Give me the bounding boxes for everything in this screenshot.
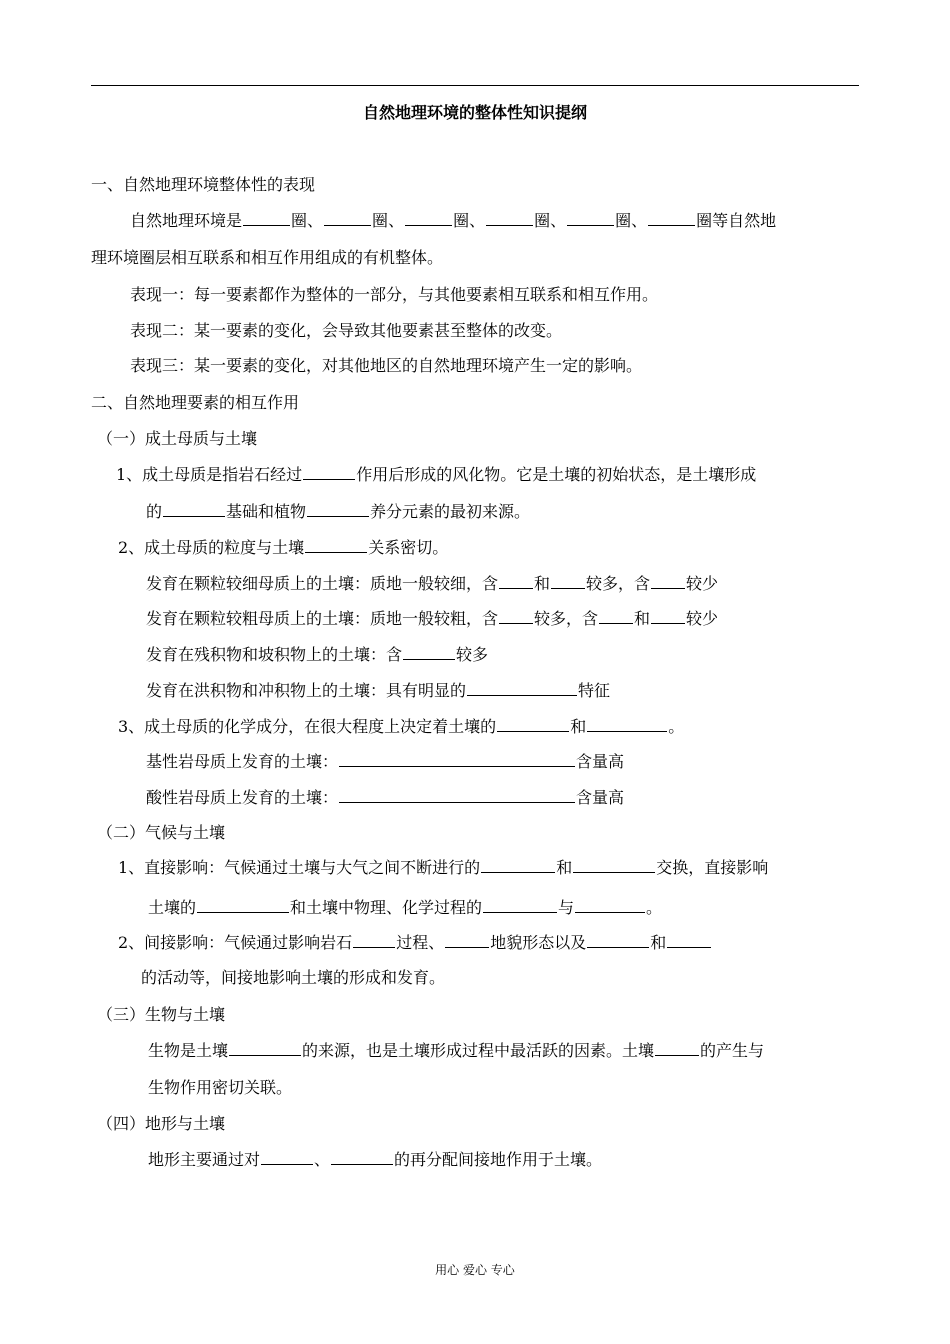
biology-line-1: 生物是土壤 的来源，也是土壤形成过程中最活跃的因素。土壤 的产生与 — [148, 1041, 765, 1060]
blank-coarse-1 — [499, 609, 533, 624]
blank-organic-matter — [229, 1041, 301, 1056]
subsection-2-heading: （二）气候与土壤 — [97, 823, 226, 842]
grain-size-line: 2、成土母质的粒度与土壤 关系密切。 — [118, 538, 449, 557]
alluvial-line: 发育在洪积物和冲积物上的土壤：具有明显的 特征 — [146, 681, 611, 700]
blank-alluvial — [467, 681, 577, 696]
blank-mineral-nutrient — [307, 502, 369, 517]
blank-coarse-3 — [651, 609, 685, 624]
blank-direction — [575, 898, 645, 913]
blank-intensity — [483, 898, 557, 913]
blank-material-base — [163, 502, 225, 517]
blank-sphere-4 — [486, 211, 533, 226]
blank-chem-1 — [497, 717, 569, 732]
blank-sphere-6 — [648, 211, 695, 226]
blank-sphere-2 — [324, 211, 371, 226]
blank-hydrothermal — [197, 898, 289, 913]
manifestation-2: 表现二：某一要素的变化，会导致其他要素甚至整体的改变。 — [130, 321, 563, 340]
page-title: 自然地理环境的整体性知识提纲 — [362, 103, 587, 122]
subsection-1-heading: （一）成土母质与土壤 — [97, 429, 258, 448]
section-2-heading: 二、自然地理要素的相互作用 — [91, 393, 300, 412]
parent-material-line-1: 1、成土母质是指岩石经过 作用后形成的风化物。它是土壤的初始状态，是土壤形成 — [116, 465, 757, 484]
intro-line-2: 理环境圈层相互联系和相互作用组成的有机整体。 — [91, 248, 444, 267]
blank-weathering — [303, 465, 355, 480]
blank-fine-2 — [551, 574, 585, 589]
residual-line: 发育在残积物和坡积物上的土壤：含 较多 — [146, 645, 489, 664]
blank-coarse-2 — [599, 609, 633, 624]
blank-fine-3 — [651, 574, 685, 589]
basic-rock-line: 基性岩母质上发育的土壤： 含量高 — [146, 752, 625, 771]
blank-fertility — [655, 1041, 699, 1056]
blank-matter — [261, 1150, 313, 1165]
direct-influence-line-2: 土壤的 和土壤中物理、化学过程的 与 。 — [148, 898, 663, 917]
intro-line-1: 自然地理环境是 圈、 圈、 圈、 圈、 圈、 圈等自然地 — [130, 211, 777, 230]
terrain-line: 地形主要通过对 、 的再分配间接地作用于土壤。 — [148, 1150, 603, 1169]
blank-texture — [305, 538, 367, 553]
parent-material-line-2: 的 基础和植物 养分元素的最初来源。 — [146, 502, 531, 521]
subsection-4-heading: （四）地形与土壤 — [97, 1114, 226, 1133]
indirect-influence-line-1: 2、间接影响：气候通过影响岩石 过程、 地貌形态以及 和 — [118, 933, 712, 953]
blank-weathering-2 — [353, 933, 395, 948]
blank-fine-1 — [499, 574, 533, 589]
blank-exchange-1 — [481, 858, 555, 873]
subsection-3-heading: （三）生物与土壤 — [97, 1005, 226, 1024]
blank-basic — [339, 752, 575, 767]
manifestation-3: 表现三：某一要素的变化，对其他地区的自然地理环境产生一定的影响。 — [130, 356, 643, 375]
direct-influence-line-1: 1、直接影响：气候通过土壤与大气之间不断进行的 和 交换，直接影响 — [118, 858, 769, 877]
fine-grain-line: 发育在颗粒较细母质上的土壤：质地一般较细，含 和 较多，含 较少 — [146, 574, 719, 593]
header-rule — [91, 85, 859, 86]
page-footer: 用心 爱心 专心 — [435, 1263, 515, 1277]
manifestation-1: 表现一：每一要素都作为整体的一部分，与其他要素相互联系和相互作用。 — [130, 285, 659, 304]
indirect-influence-line-2: 的活动等，间接地影响土壤的形成和发育。 — [141, 968, 446, 987]
biology-line-2: 生物作用密切关联。 — [148, 1078, 293, 1097]
blank-organism-1 — [587, 933, 649, 948]
blank-sphere-3 — [405, 211, 452, 226]
section-1-heading: 一、自然地理环境整体性的表现 — [91, 175, 316, 194]
acid-rock-line: 酸性岩母质上发育的土壤： 含量高 — [146, 788, 625, 807]
blank-sphere-5 — [567, 211, 614, 226]
blank-exchange-2 — [573, 858, 655, 873]
blank-chem-2 — [587, 717, 667, 732]
blank-landform — [445, 933, 489, 948]
chemical-composition-line: 3、成土母质的化学成分，在很大程度上决定着土壤的 和 。 — [118, 717, 685, 736]
blank-energy — [331, 1150, 393, 1165]
blank-acid — [339, 788, 575, 803]
blank-organism-2 — [667, 933, 711, 948]
coarse-grain-line: 发育在颗粒较粗母质上的土壤：质地一般较粗，含 较多，含 和 较少 — [146, 609, 719, 628]
blank-residual — [403, 645, 455, 660]
blank-sphere-1 — [243, 211, 290, 226]
